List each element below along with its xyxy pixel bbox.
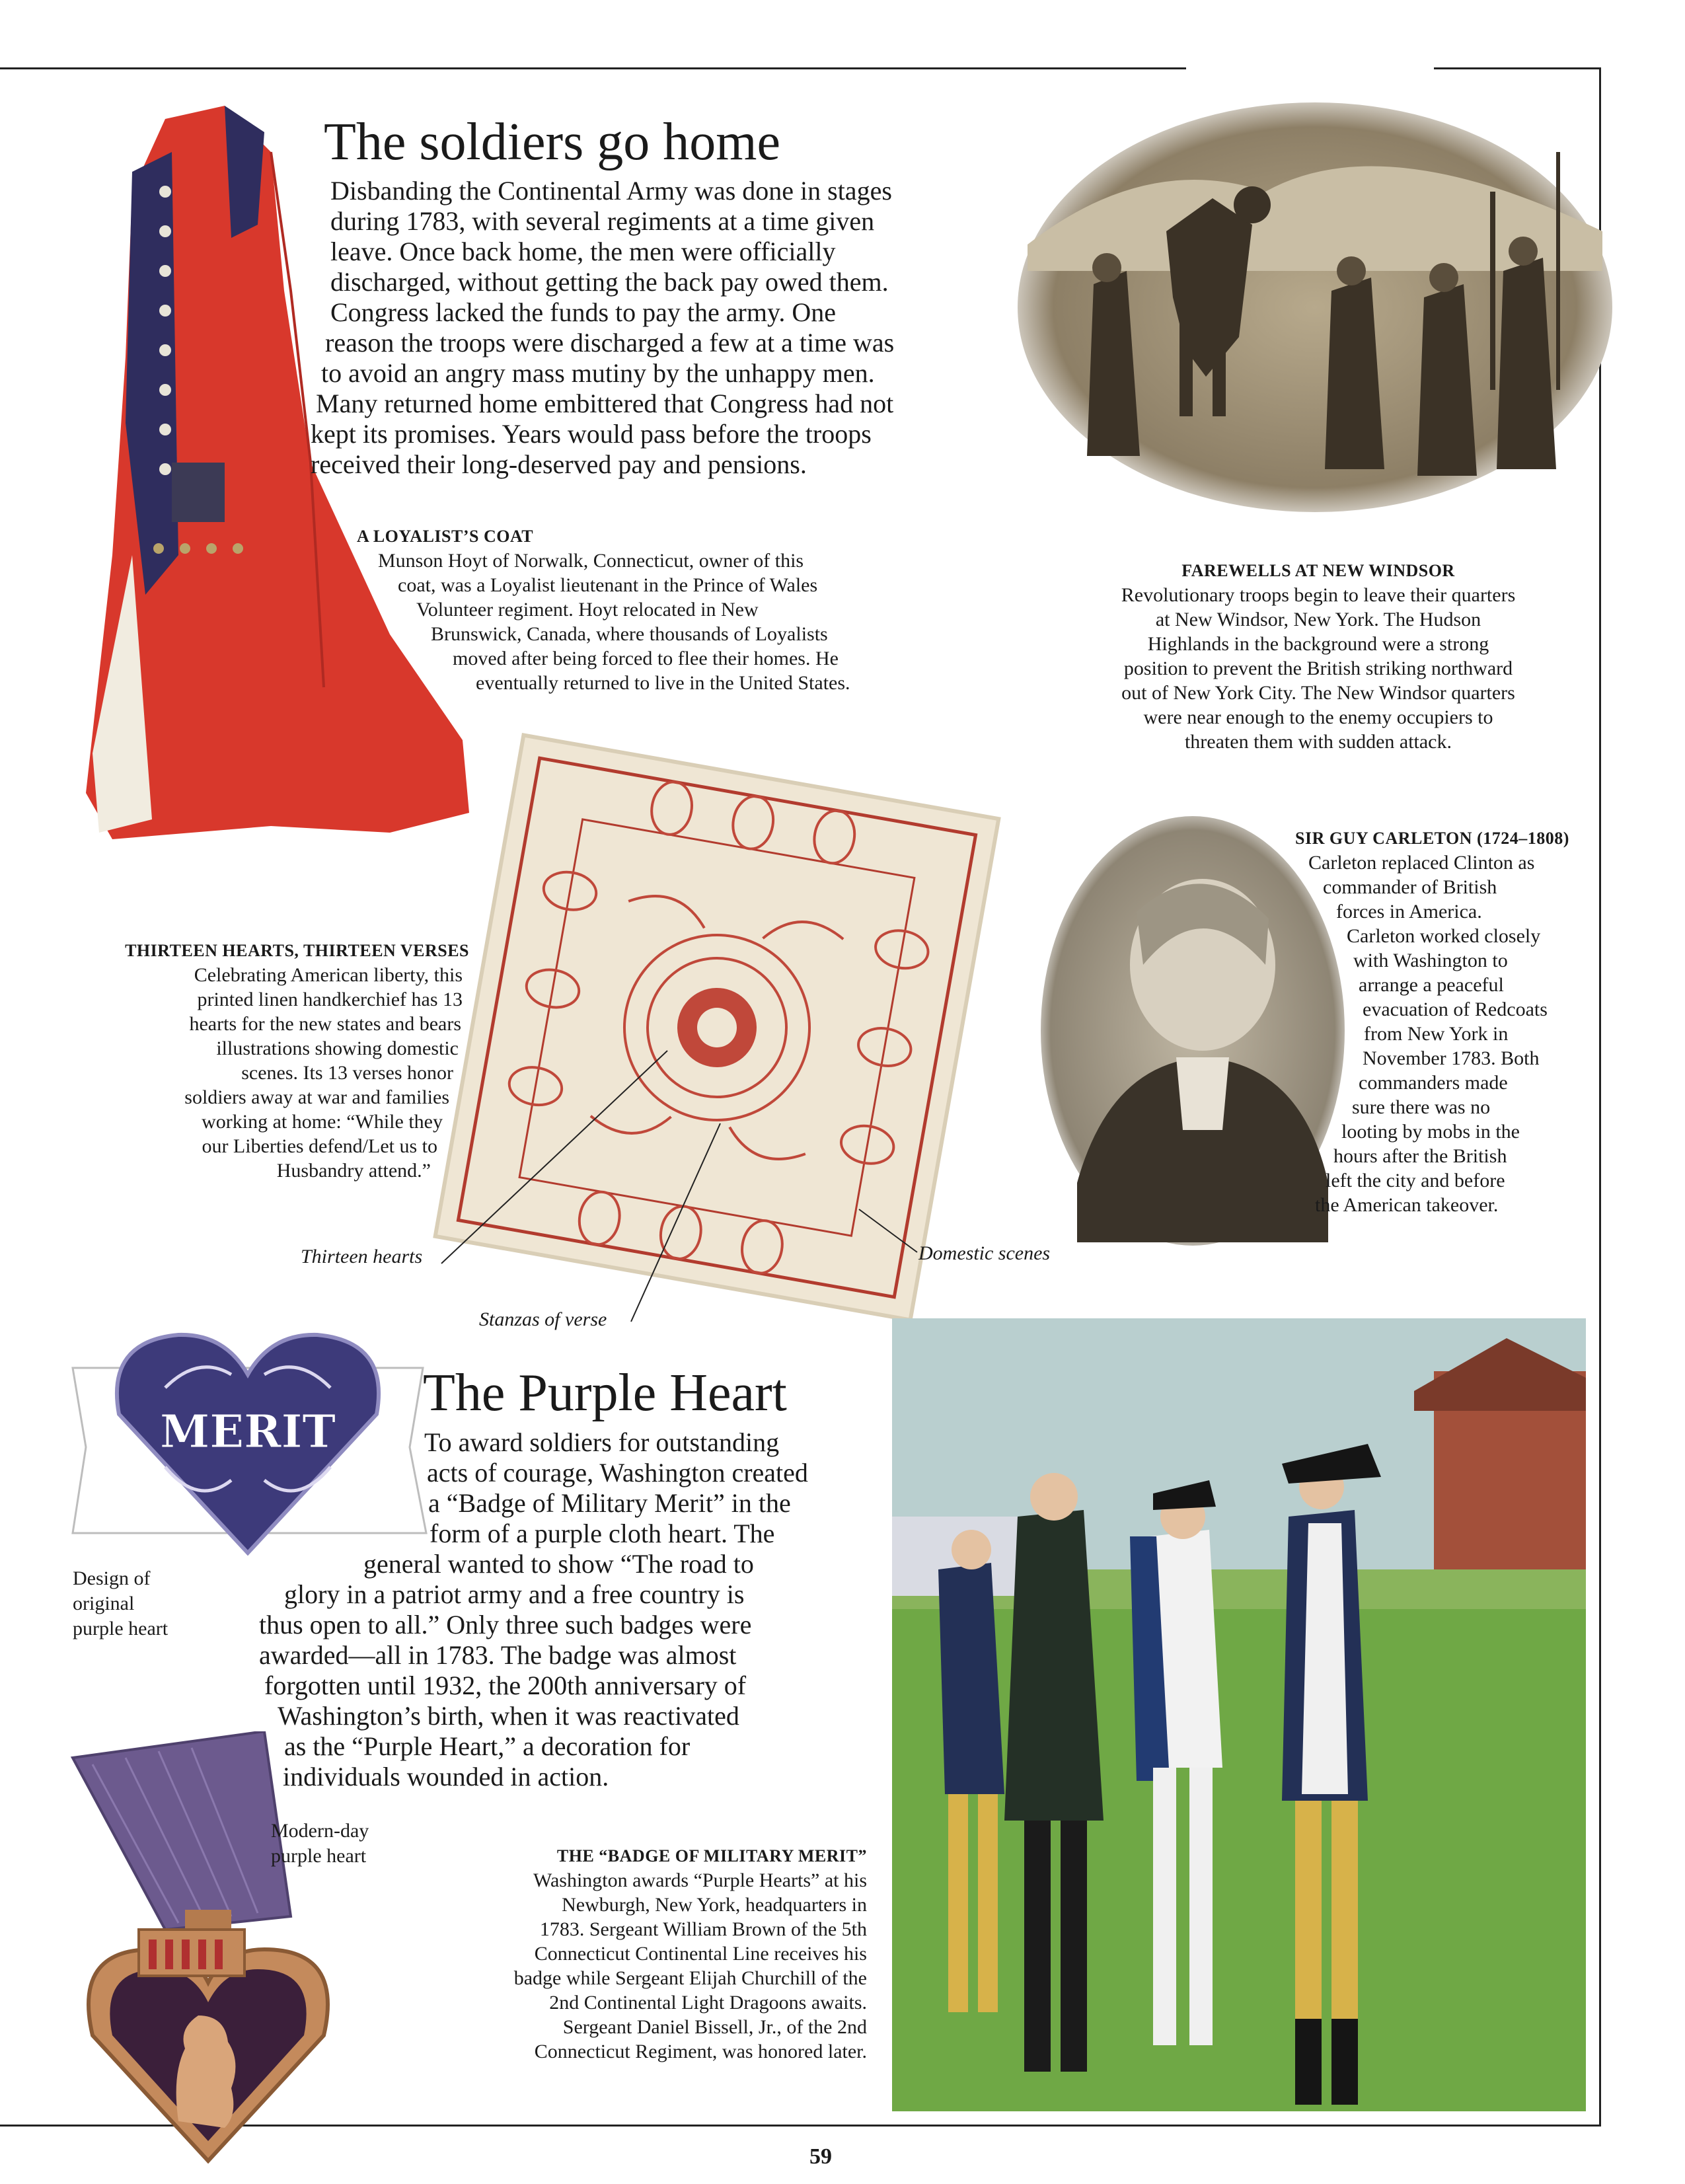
caption-line: Carleton replaced Clinton as xyxy=(1308,852,1535,874)
ph-line: glory in a patriot army and a free country is xyxy=(284,1579,745,1609)
caption-line: moved after being forced to flee their homes. He xyxy=(453,648,839,669)
caption-title: SIR GUY CARLETON (1724–1808) xyxy=(1295,829,1569,848)
ph-line: To award soldiers for outstanding xyxy=(424,1427,780,1457)
caption-line: from New York in xyxy=(1364,1023,1509,1045)
caption-line: evacuation of Redcoats xyxy=(1363,998,1548,1020)
caption-line: our Liberties defend/Let us to xyxy=(202,1135,437,1157)
soldiers-title: The soldiers go home xyxy=(324,113,780,171)
ph-line: general wanted to show “The road to xyxy=(363,1549,754,1579)
ph-line: individuals wounded in action. xyxy=(283,1762,609,1791)
label-line: Design of xyxy=(73,1567,151,1589)
label-modern-day xyxy=(271,1819,369,1869)
ph-line: acts of courage, Washington created xyxy=(427,1458,808,1487)
caption-line: Sergeant Daniel Bissell, Jr., of the 2nd xyxy=(562,2016,867,2038)
caption-line: commanders made xyxy=(1359,1072,1508,1094)
label-line: purple heart xyxy=(271,1845,367,1867)
badge-merit-caption xyxy=(410,1844,872,2064)
caption-line: scenes. Its 13 verses honor xyxy=(241,1062,453,1084)
caption-line: position to prevent the British striking northward xyxy=(1123,658,1513,679)
label-design-original xyxy=(73,1566,168,1641)
caption-line: Brunswick, Canada, where thousands of Loyalists xyxy=(431,623,828,645)
caption-line: at New Windsor, New York. The Hudson xyxy=(1155,609,1481,630)
soldiers-line: Congress lacked the funds to pay the army. One xyxy=(330,297,836,327)
label-stanzas: Stanzas of verse xyxy=(479,1308,607,1330)
caption-line: Revolutionary troops begin to leave their quarters xyxy=(1121,584,1516,606)
leader-line-domestic xyxy=(859,1209,917,1252)
label-line: original xyxy=(73,1593,135,1614)
soldiers-line: kept its promises. Years would pass before the troops xyxy=(311,419,872,449)
caption-line: printed linen handkerchief has 13 xyxy=(197,989,463,1010)
ph-line: thus open to all.” Only three such badges were xyxy=(259,1610,752,1639)
caption-line: Washington awards “Purple Hearts” at his xyxy=(533,1869,867,1891)
caption-title: A LOYALIST’S COAT xyxy=(357,527,534,546)
leader-line-thirteen-hearts xyxy=(441,1051,667,1263)
caption-line: November 1783. Both xyxy=(1363,1047,1540,1069)
label-line: purple heart xyxy=(73,1618,168,1639)
ph-line: forgotten until 1932, the 200th anniversary of xyxy=(264,1671,747,1700)
caption-title: THIRTEEN HEARTS, THIRTEEN VERSES xyxy=(125,941,469,960)
caption-line: Husbandry attend.” xyxy=(276,1160,431,1182)
ph-line: a “Badge of Military Merit” in the xyxy=(428,1488,791,1518)
ph-line: as the “Purple Heart,” a decoration for xyxy=(284,1731,691,1761)
soldiers-line: received their long-deserved pay and pensions. xyxy=(311,449,807,479)
merit-text: MERIT xyxy=(159,1406,336,1458)
leader-line-stanzas xyxy=(631,1123,720,1322)
caption-line: badge while Sergeant Elijah Churchill of the xyxy=(513,1967,867,1989)
caption-line: the American takeover. xyxy=(1315,1194,1499,1216)
soldiers-line: leave. Once back home, the men were officially xyxy=(330,237,836,266)
purple-heart-body xyxy=(258,1427,872,1792)
soldiers-line: reason the troops were discharged a few at a time was xyxy=(325,328,895,358)
caption-title: THE “BADGE OF MILITARY MERIT” xyxy=(556,1846,867,1865)
caption-line: looting by mobs in the xyxy=(1341,1121,1520,1143)
caption-line: eventually returned to live in the United States. xyxy=(476,672,850,694)
caption-line: commander of British xyxy=(1323,876,1497,898)
ph-line: form of a purple cloth heart. The xyxy=(430,1519,775,1548)
ph-line: Washington’s birth, when it was reactivated xyxy=(278,1701,739,1731)
caption-line: coat, was a Loyalist lieutenant in the Prince of Wales xyxy=(398,574,818,596)
caption-line: hours after the British xyxy=(1333,1145,1507,1167)
caption-line: were near enough to the enemy occupiers to xyxy=(1143,706,1493,728)
label-domestic-scenes: Domestic scenes xyxy=(918,1242,1051,1264)
caption-line: 1783. Sergeant William Brown of the 5th xyxy=(539,1918,867,1940)
caption-line: Highlands in the background were a strong xyxy=(1147,633,1489,655)
caption-line: illustrations showing domestic xyxy=(216,1037,459,1059)
page-number: 59 xyxy=(809,2144,832,2169)
caption-line: Celebrating American liberty, this xyxy=(194,964,463,986)
caption-line: soldiers away at war and families xyxy=(184,1086,449,1108)
caption-line: Volunteer regiment. Hoyt relocated in New xyxy=(416,599,759,621)
caption-line: arrange a peaceful xyxy=(1359,974,1504,996)
purple-heart-title: The Purple Heart xyxy=(423,1364,787,1422)
soldiers-line: discharged, without getting the back pay owed them. xyxy=(330,267,889,297)
badge-ceremony-painting xyxy=(892,1318,1586,2111)
soldiers-line: to avoid an angry mass mutiny by the unhappy men. xyxy=(321,358,875,388)
label-line: Modern-day xyxy=(271,1820,369,1842)
caption-line: out of New York City. The New Windsor quarters xyxy=(1121,682,1515,704)
caption-title: FAREWELLS AT NEW WINDSOR xyxy=(1181,561,1455,580)
caption-line: Munson Hoyt of Norwalk, Connecticut, owner of this xyxy=(378,550,804,572)
soldiers-line: Many returned home embittered that Congress had not xyxy=(316,389,894,418)
caption-line: threaten them with sudden attack. xyxy=(1184,731,1452,753)
ph-line: awarded—all in 1783. The badge was almost xyxy=(259,1640,737,1670)
caption-line: working at home: “While they xyxy=(202,1111,443,1133)
soldiers-line: during 1783, with several regiments at a time given xyxy=(330,206,875,236)
caption-line: Connecticut Regiment, was honored later. xyxy=(534,2041,867,2062)
caption-line: Connecticut Continental Line receives his xyxy=(534,1943,867,1965)
caption-line: Carleton worked closely xyxy=(1347,925,1541,947)
label-thirteen-hearts: Thirteen hearts xyxy=(301,1246,423,1267)
caption-line: left the city and before xyxy=(1326,1170,1505,1191)
caption-line: forces in America. xyxy=(1336,901,1482,923)
caption-line: Newburgh, New York, headquarters in xyxy=(562,1894,867,1916)
caption-line: sure there was no xyxy=(1352,1096,1491,1118)
caption-line: hearts for the new states and bears xyxy=(189,1013,461,1035)
soldiers-line: Disbanding the Continental Army was done in stages xyxy=(330,176,892,206)
modern-purple-heart-image xyxy=(66,1731,344,2167)
caption-line: 2nd Continental Light Dragoons awaits. xyxy=(549,1992,867,2014)
caption-line: with Washington to xyxy=(1353,950,1508,971)
